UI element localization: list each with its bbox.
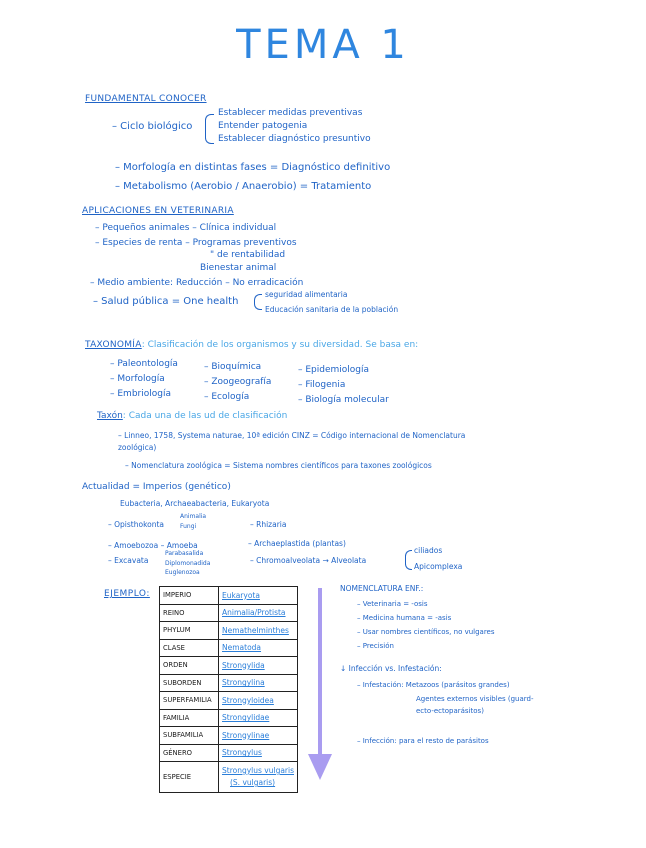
rank-cell: SUPERFAMILIA <box>160 692 219 710</box>
section-heading-aplicaciones: APLICACIONES EN VETERINARIA <box>82 206 234 216</box>
tax-item: – Epidemiología <box>298 365 370 375</box>
ciclo-item: Entender patogenia <box>218 121 308 131</box>
rank-cell: REINO <box>160 604 219 622</box>
ciclo-label: – Ciclo biológico <box>112 121 193 132</box>
rank-cell: GÉNERO <box>160 744 219 762</box>
apps-medio: – Medio ambiente: Reducción – No erradicación <box>90 278 304 288</box>
species-abbrev: (S. vulgaris) <box>230 778 276 787</box>
metabolismo-line: – Metabolismo (Aerobio / Anaerobio) = Tratamiento <box>115 181 372 192</box>
table-row <box>160 639 298 657</box>
nomen-item: – Medicina humana = -asis <box>357 614 452 622</box>
table-row <box>160 622 298 640</box>
taxon-line <box>97 411 287 421</box>
dominios-line: Eubacteria, Archaeabacteria, Eukaryota <box>120 499 270 508</box>
rank-cell: CLASE <box>160 639 219 657</box>
taxonomia-definition: : Clasificación de los organismos y su diversidad. Se basa en: <box>141 340 419 350</box>
alveo-item: Apicomplexa <box>414 562 463 571</box>
apps-especies-sub: " de rentabilidad <box>210 250 286 260</box>
taxon-heading: Taxón <box>97 411 123 421</box>
tax-item: – Zoogeografía <box>204 377 272 387</box>
brace <box>254 294 262 310</box>
ciclo-item: Establecer medidas preventivas <box>218 108 363 118</box>
apps-especies: – Especies de renta – Programas preventivos <box>95 238 297 248</box>
apps-salud: – Salud pública = One health <box>93 296 239 307</box>
morfologia-line: – Morfología en distintas fases = Diagnóstico definitivo <box>115 162 391 173</box>
rank-cell: FAMILIA <box>160 709 219 727</box>
linneo-line: – Linneo, 1758, Systema naturae, 10ª edición CINZ = Código internacional de Nomenclatura <box>118 431 466 440</box>
apps-pequenos: – Pequeños animales – Clínica individual <box>95 223 277 233</box>
taxon-cell: Eukaryota <box>219 587 298 605</box>
table-row <box>160 709 298 727</box>
taxon-cell: Nemathelminthes <box>219 622 298 640</box>
taxon-cell: Strongylidae <box>219 709 298 727</box>
opist-item: Animalia <box>180 513 207 520</box>
table-row <box>160 604 298 622</box>
taxon-cell: Animalia/Protista <box>219 604 298 622</box>
table-row <box>160 762 298 793</box>
taxon-cell: Strongylida <box>219 657 298 675</box>
taxonomia-heading: TAXONOMÍA <box>85 340 142 350</box>
species-name: Strongylus vulgaris <box>222 766 294 775</box>
salud-item: Educación sanitaria de la población <box>265 305 399 314</box>
tax-item: – Paleontología <box>110 359 178 369</box>
ejemplo-label: EJEMPLO: <box>104 589 150 599</box>
apps-especies-sub: Bienestar animal <box>200 263 277 273</box>
excav-item: Parabasalida <box>165 550 204 557</box>
table-row <box>160 587 298 605</box>
taxon-cell: Strongylina <box>219 674 298 692</box>
tax-col1 <box>110 357 178 402</box>
taxon-definition: : Cada una de las ud de clasificación <box>122 411 288 421</box>
taxon-cell: Strongyloidea <box>219 692 298 710</box>
nomen-item: – Veterinaria = -osis <box>357 600 428 608</box>
rhizaria: – Rhizaria <box>250 520 287 529</box>
rank-cell: SUBORDEN <box>160 674 219 692</box>
taxon-cell: Strongylinae <box>219 727 298 745</box>
rank-cell: ESPECIE <box>160 762 219 793</box>
brace <box>205 114 214 144</box>
nomen-heading: NOMENCLATURA ENF.: <box>340 584 424 593</box>
table-row <box>160 674 298 692</box>
excav-item: Diplomonadida <box>165 559 211 567</box>
opist-items <box>180 512 206 532</box>
infest-line: Agentes externos visibles (guard- <box>416 695 534 703</box>
table-row <box>160 727 298 745</box>
excav-item: Euglenozoa <box>165 569 200 576</box>
section-heading-fundamental: FUNDAMENTAL CONOCER <box>85 94 207 104</box>
ciclo-item: Establecer diagnóstico presuntivo <box>218 134 371 144</box>
taxon-cell: Strongylus <box>219 744 298 762</box>
tax-col2 <box>204 360 271 405</box>
infec-heading: ↓ Infección vs. Infestación: <box>340 664 442 673</box>
nomenclatura-line: – Nomenclatura zoológica = Sistema nombres científicos para taxones zoológicos <box>125 461 432 470</box>
nomen-item: – Precisión <box>357 642 394 650</box>
tax-item: – Morfología <box>110 374 165 384</box>
archaeplastida: – Archaeplastida (plantas) <box>248 539 346 548</box>
tax-item: – Filogenia <box>298 380 346 390</box>
amoebozoa: – Amoebozoa – Amoeba <box>108 541 198 550</box>
salud-item: seguridad alimentaria <box>265 290 348 299</box>
rank-cell: IMPERIO <box>160 587 219 605</box>
chromoalveolata: – Chromoalveolata → Alveolata <box>250 556 367 565</box>
table-row <box>160 657 298 675</box>
nomen-list <box>357 597 495 653</box>
taxonomy-table <box>159 586 298 793</box>
tax-item: – Embriología <box>110 389 171 399</box>
tax-item: – Bioquímica <box>204 362 262 372</box>
taxonomia-heading-line <box>85 340 418 350</box>
rank-cell: PHYLUM <box>160 622 219 640</box>
table-row <box>160 744 298 762</box>
opisthokonta: – Opisthokonta <box>108 520 165 529</box>
taxon-cell: Nematoda <box>219 639 298 657</box>
arrow-down-icon <box>306 588 334 784</box>
opist-item: Fungi <box>180 523 197 530</box>
tax-item: – Ecología <box>204 392 250 402</box>
infest-line: – Infestación: Metazoos (parásitos grandes) <box>357 681 510 689</box>
infest-line: ecto-ectoparásitos) <box>416 707 484 715</box>
excavata: – Excavata <box>108 556 149 565</box>
actualidad-line: Actualidad = Imperios (genético) <box>82 482 231 492</box>
table-row <box>160 692 298 710</box>
rank-cell: SUBFAMILIA <box>160 727 219 745</box>
linneo-line: zoológica) <box>118 443 157 452</box>
taxon-cell <box>219 762 298 793</box>
page-title: TEMA 1 <box>236 22 410 68</box>
infeccion-line: – Infección: para el resto de parásitos <box>357 737 489 745</box>
rank-cell: ORDEN <box>160 657 219 675</box>
tax-item: – Biología molecular <box>298 395 389 405</box>
excav-items <box>165 549 210 578</box>
brace <box>405 550 412 570</box>
nomen-item: – Usar nombres científicos, no vulgares <box>357 628 495 636</box>
tax-col3 <box>298 363 389 408</box>
alveo-item: ciliados <box>414 546 443 555</box>
